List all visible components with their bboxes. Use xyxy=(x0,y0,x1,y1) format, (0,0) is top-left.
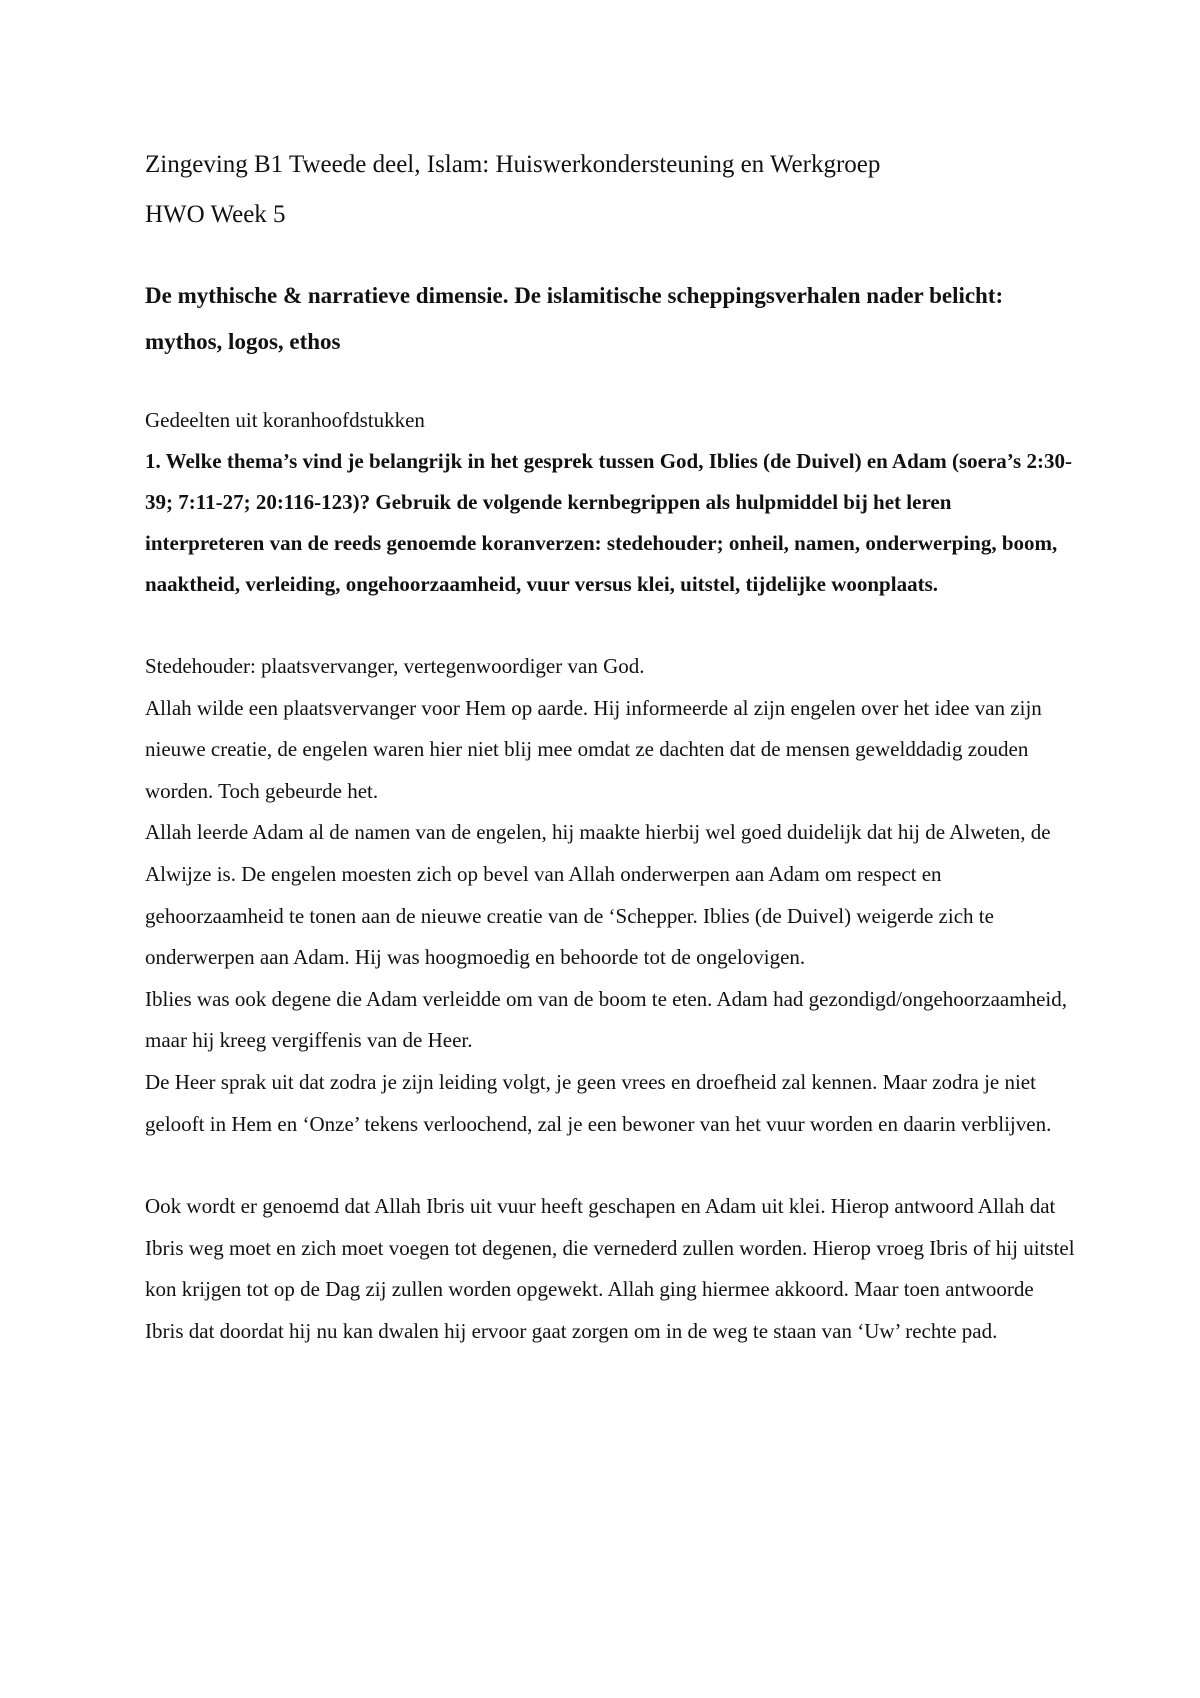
course-title: Zingeving B1 Tweede deel, Islam: Huiswerkondersteuning en Werkgroep xyxy=(145,151,881,178)
week-label: HWO Week 5 xyxy=(145,201,286,228)
answer-paragraph: Stedehouder: plaatsvervanger, vertegenwoordiger van God. xyxy=(145,654,645,678)
spacer xyxy=(145,605,1075,646)
final-paragraph: Ook wordt er genoemd dat Allah Ibris uit vuur heeft geschapen en Adam uit klei. Hierop antwoord Allah dat Ibris weg moet en zich moet voegen tot degenen, die vernederd zullen worden. Hierop vroeg Ibris of hij uitstel kon krijgen tot op de Dag zij zullen worden opgewekt. Allah ging hiermee akkoord. Maar toen antwoorde Ibris dat doordat hij nu kan dwalen hij ervoor gaat zorgen om in de weg te staan van ‘Uw’ rechte pad. xyxy=(145,1194,1075,1343)
question-1: 1. Welke thema’s vind je belangrijk in het gesprek tussen God, Iblies (de Duivel) en Adam (soera’s 2:30-39; 7:11-27; 20:116-123)? Gebruik de volgende kernbegrippen als hulpmiddel bij het leren interpreteren van de reeds genoemde koranverzen: stedehouder; onheil, namen, onderwerping, boom, naaktheid, verleiding, ongehoorzaamheid, vuur versus klei, uitstel, tijdelijke woonplaats. xyxy=(145,449,1072,596)
document-content xyxy=(145,140,1075,1353)
spacer xyxy=(145,240,1075,273)
section-label: Gedeelten uit koranhoofdstukken xyxy=(145,408,425,432)
spacer xyxy=(145,365,1075,399)
answer-paragraph: De Heer sprak uit dat zodra je zijn leiding volgt, je geen vrees en droefheid zal kennen. Maar zodra je niet gelooft in Hem en ‘Onze’ tekens verloochend, zal je een bewoner van het vuur worden en daarin verblijven. xyxy=(145,1069,1052,1136)
subject-heading: De mythische & narratieve dimensie. De islamitische scheppingsverhalen nader belicht: mythos, logos, ethos xyxy=(145,283,1004,354)
answer-paragraph: Iblies was ook degene die Adam verleidde om van de boom te eten. Adam had gezondigd/ongehoorzaamheid, maar hij kreeg vergiffenis van de Heer. xyxy=(145,986,1067,1053)
spacer xyxy=(145,1145,1075,1186)
answer-paragraph: Allah leerde Adam al de namen van de engelen, hij maakte hierbij wel goed duidelijk dat hij de Alweten, de Alwijze is. De engelen moesten zich op bevel van Allah onderwerpen aan Adam om respect en gehoorzaamheid te tonen aan de nieuwe creatie van de ‘Schepper. Iblies (de Duivel) weigerde zich te onderwerpen aan Adam. Hij was hoogmoedig en behoorde tot de ongelovigen. xyxy=(145,820,1051,970)
answer-paragraph: Allah wilde een plaatsvervanger voor Hem op aarde. Hij informeerde al zijn engelen over het idee van zijn nieuwe creatie, de engelen waren hier niet blij mee omdat ze dachten dat de mensen gewelddadig zouden worden. Toch gebeurde het. xyxy=(145,695,1042,803)
